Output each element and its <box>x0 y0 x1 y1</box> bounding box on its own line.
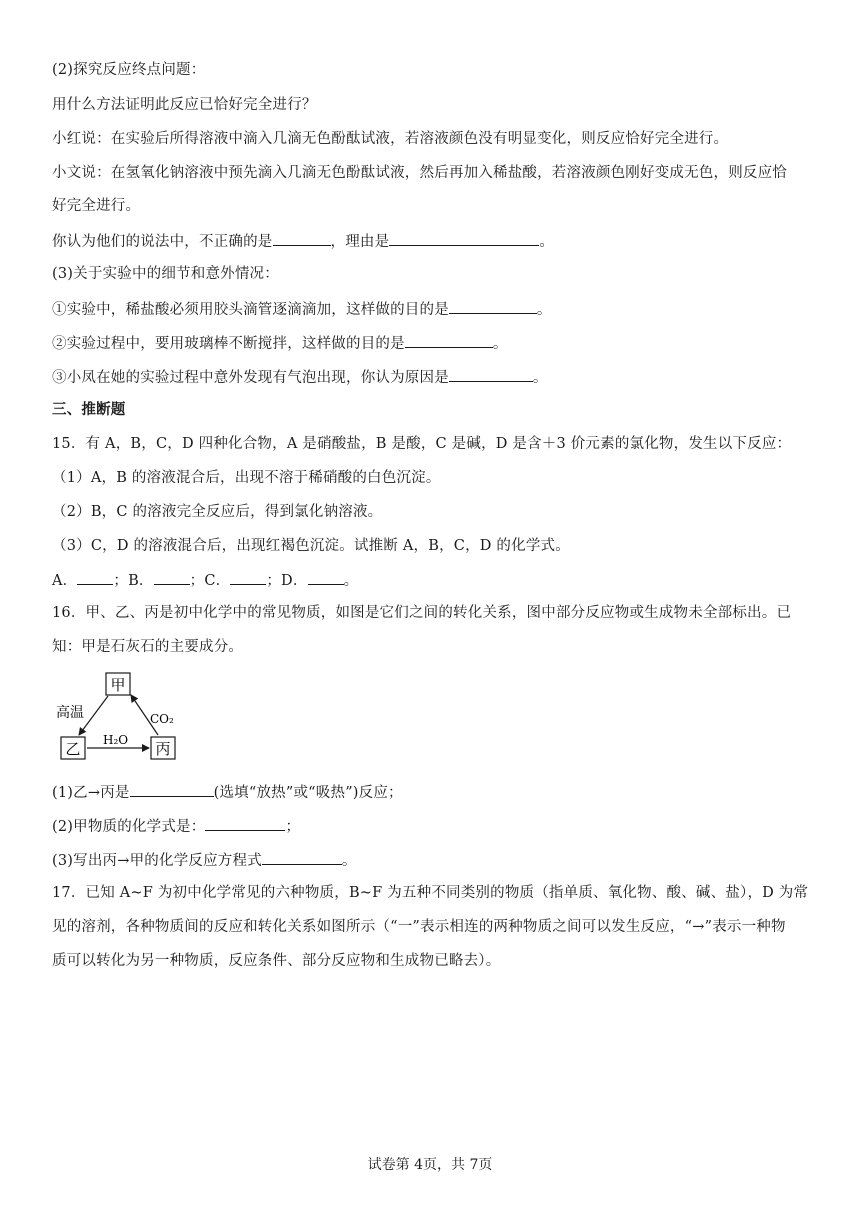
xiaowen-statement-line1: 小文说：在氢氧化钠溶液中预先滴入几滴无色酚酞试液，然后再加入稀盐酸，若溶液颜色刚好变成无色，则反应恰 <box>52 165 787 181</box>
judge-text-c: 。 <box>539 234 555 250</box>
conversion-diagram <box>52 664 212 768</box>
q17-stem-line1: 17．已知 A~F 为初中化学常见的六种物质，B~F 为五种不同类别的物质（指单质、氧化物、酸、碱、盐），D 为常 <box>52 885 809 901</box>
node-label-left: 乙 <box>65 740 81 758</box>
q16-stem-line1: 16．甲、乙、丙是初中化学中的常见物质，如图是它们之间的转化关系，图中部分反应物或生成物未全部标出。已 <box>52 605 792 621</box>
label-high-temp: 高温 <box>56 705 84 721</box>
label-d: ；D． <box>266 573 308 589</box>
q17-stem-line3: 质可以转化为另一种物质，反应条件、部分反应物和生成物已略去）。 <box>52 953 501 969</box>
node-label-right: 丙 <box>155 740 171 758</box>
part3-title: (3)关于实验中的细节和意外情况： <box>52 266 279 282</box>
q16-sub2-text: (2)甲物质的化学式是： <box>52 819 206 835</box>
part3-item1-text: ①实验中，稀盐酸必须用胶头滴管逐滴滴加，这样做的目的是 <box>52 302 449 318</box>
label-h2o: H₂O <box>103 733 129 747</box>
answer-blank-a[interactable] <box>77 569 113 585</box>
punct: 。 <box>532 370 548 386</box>
node-label-top: 甲 <box>110 676 126 694</box>
page-footer: 试卷第 4页，共 7页 <box>367 1157 493 1173</box>
q16-sub1-tail: (选填“放热”或“吸热”)反应； <box>213 785 403 801</box>
punct: 。 <box>536 302 552 318</box>
part2-question: 用什么方法证明此反应已恰好完全进行？ <box>52 97 317 113</box>
q16-sub2 <box>52 815 300 837</box>
part3-item2-text: ②实验过程中，要用玻璃棒不断搅拌，这样做的目的是 <box>52 336 405 352</box>
answer-blank[interactable] <box>262 849 342 865</box>
q16-stem-line2: 知：甲是石灰石的主要成分。 <box>52 639 244 655</box>
part3-item1 <box>52 298 552 320</box>
punct: 。 <box>341 853 357 869</box>
punct: 。 <box>492 336 508 352</box>
q16-sub1 <box>52 781 403 803</box>
answer-blank-d[interactable] <box>308 569 344 585</box>
answer-blank[interactable] <box>205 815 285 831</box>
judge-text-a: 你认为他们的说法中，不正确的是 <box>52 234 273 250</box>
answer-blank[interactable] <box>389 230 539 246</box>
answer-blank[interactable] <box>449 366 533 382</box>
answer-blank[interactable] <box>449 298 537 314</box>
answer-blank[interactable] <box>273 230 331 246</box>
q15-reaction2: （2）B，C 的溶液完全反应后，得到氯化钠溶液。 <box>52 504 383 520</box>
punct: 。 <box>343 573 359 589</box>
part2-title: (2)探究反应终点问题： <box>52 62 206 78</box>
judge-question <box>52 230 554 252</box>
label-b: ；B． <box>113 573 154 589</box>
q16-sub3-text: (3)写出丙→甲的化学反应方程式 <box>52 853 262 869</box>
label-c: ；C． <box>189 573 231 589</box>
q15-reaction3: （3）C，D 的溶液混合后，出现红褐色沉淀。试推断 A，B，C，D 的化学式。 <box>52 538 570 554</box>
part3-item3-text: ③小凤在她的实验过程中意外发现有气泡出现，你认为原因是 <box>52 370 449 386</box>
answer-blank-c[interactable] <box>230 569 266 585</box>
part3-item2 <box>52 332 508 354</box>
judge-text-b: ，理由是 <box>330 234 390 250</box>
label-a: A． <box>52 573 78 589</box>
xiaowen-statement-line2: 好完全进行。 <box>52 198 141 214</box>
punct: ； <box>285 819 301 835</box>
q17-stem-line2: 见的溶剂，各种物质间的反应和转化关系如图所示（“一”表示相连的两种物质之间可以发生反应，“→”表示一种物 <box>52 919 786 935</box>
q16-sub1-text: (1)乙→丙是 <box>52 785 130 801</box>
q15-reaction1: （1）A，B 的溶液混合后，出现不溶于稀硝酸的白色沉淀。 <box>52 470 441 486</box>
section-title: 三、推断题 <box>52 401 126 418</box>
answer-blank-b[interactable] <box>154 569 190 585</box>
answer-blank[interactable] <box>405 332 493 348</box>
answer-blank[interactable] <box>130 781 214 797</box>
q15-stem: 15．有 A，B，C，D 四种化合物，A 是硝酸盐，B 是酸，C 是碱，D 是含＋3 价元素的氯化物，发生以下反应： <box>52 436 792 452</box>
part3-item3 <box>52 366 548 388</box>
label-co2: CO₂ <box>150 712 174 726</box>
xiaohong-statement: 小红说：在实验后所得溶液中滴入几滴无色酚酞试液，若溶液颜色没有明显变化，则反应恰好完全进行。 <box>52 131 729 147</box>
q16-sub3 <box>52 849 357 871</box>
q15-answer-line <box>52 569 358 591</box>
